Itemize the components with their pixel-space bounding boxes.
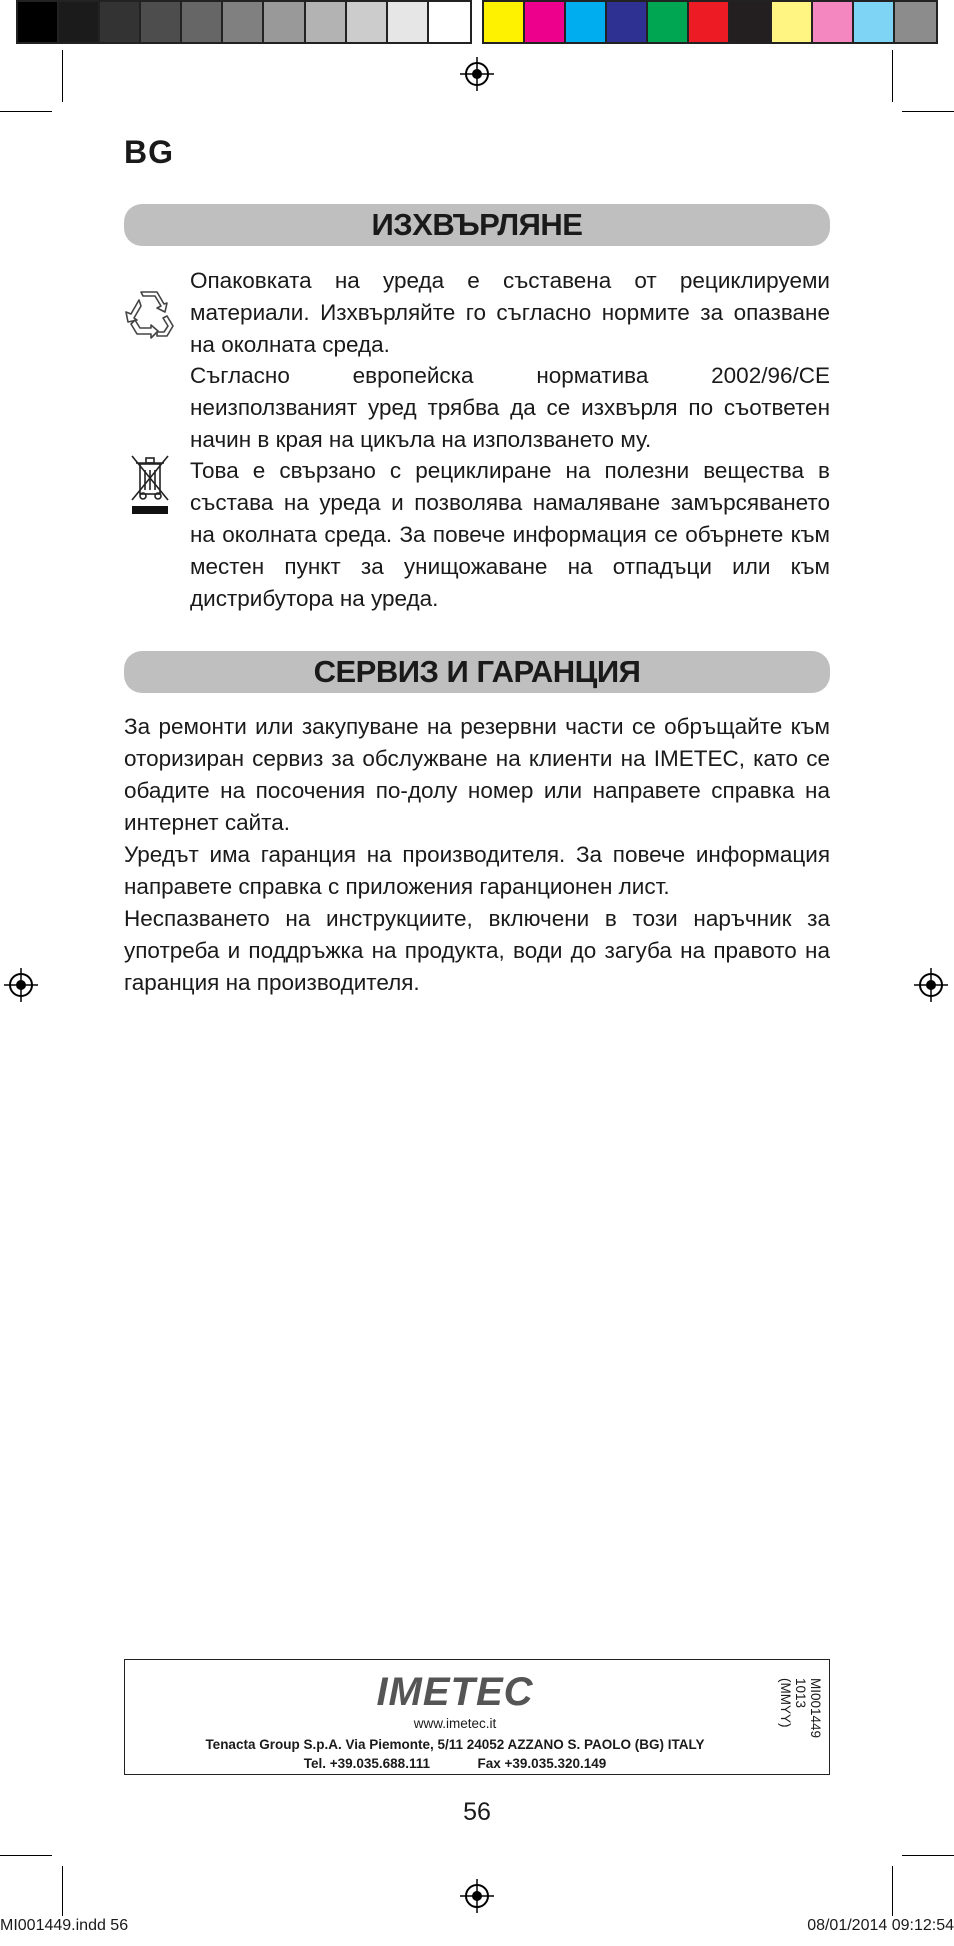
fax-number: Fax +39.035.320.149 bbox=[477, 1756, 607, 1771]
color-swatch bbox=[813, 2, 854, 42]
disposal-paragraph-3: Това е свързано с рециклиране на полезни вещества в състава на уреда и позволява намаляване замърсяването на околната среда. За повече информация се обърнете към местен пункт за унищожаване на отпадъци или към дистрибутора на уреда. bbox=[190, 458, 830, 611]
document-code-line-2: 1013 (MMYY) bbox=[778, 1678, 808, 1728]
gray-swatch bbox=[141, 2, 182, 42]
page-number: 56 bbox=[463, 1798, 491, 1826]
service-paragraph-1: За ремонти или закупуване на резервни части се обръщайте към оторизиран сервиз за обслужване на клиенти на IMETEC, като се обадите на посочения по-долу номер или направете справка на интернет сайта. bbox=[124, 714, 830, 835]
crop-mark bbox=[0, 1855, 52, 1856]
service-paragraph-2: Уредът има гаранция на производителя. За повече информация направете справка с приложения гаранционен лист. bbox=[124, 842, 830, 899]
disposal-paragraph-2: Съгласно европейска норматива 2002/96/CE неизползваният уред трябва да се изхвърля по съответен начин в края на цикъла на използването му. bbox=[190, 363, 830, 452]
disposal-heading: ИЗХВЪРЛЯНЕ bbox=[124, 204, 830, 246]
gray-calibration-strip bbox=[16, 0, 472, 44]
service-paragraph-3: Неспазването на инструкциите, включени в този наръчник за употреба и поддръжка на продукта, води до загуба на правото на гаранция на производителя. bbox=[124, 906, 830, 995]
color-swatch bbox=[566, 2, 607, 42]
date-slug: 08/01/2014 09:12:54 bbox=[807, 1917, 954, 1934]
color-swatch bbox=[730, 2, 771, 42]
crop-mark bbox=[902, 1855, 954, 1856]
language-code: BG bbox=[124, 134, 174, 170]
manufacturer-info-box bbox=[124, 1659, 830, 1775]
recycle-icon bbox=[123, 290, 175, 340]
gray-swatch bbox=[223, 2, 264, 42]
gray-swatch bbox=[264, 2, 305, 42]
service-heading: СЕРВИЗ И ГАРАНЦИЯ bbox=[124, 651, 830, 693]
company-address: Tenacta Group S.p.A. Via Piemonte, 5/11 24052 AZZANO S. PAOLO (BG) ITALY bbox=[205, 1737, 705, 1752]
registration-mark-icon bbox=[914, 968, 948, 1002]
crop-mark bbox=[62, 50, 63, 102]
gray-swatch bbox=[18, 2, 59, 42]
color-swatch bbox=[772, 2, 813, 42]
gray-swatch bbox=[306, 2, 347, 42]
color-swatch bbox=[484, 2, 525, 42]
color-swatch bbox=[648, 2, 689, 42]
crop-mark bbox=[892, 1866, 893, 1916]
telephone-number: Tel. +39.035.688.111 bbox=[303, 1756, 430, 1771]
crop-mark bbox=[62, 1866, 63, 1916]
website-text: www.imetec.it bbox=[413, 1716, 497, 1731]
color-swatch bbox=[525, 2, 566, 42]
color-swatch bbox=[895, 2, 936, 42]
crop-mark bbox=[902, 111, 954, 112]
gray-swatch bbox=[388, 2, 429, 42]
gray-swatch bbox=[347, 2, 388, 42]
gray-swatch bbox=[429, 2, 470, 42]
crop-mark bbox=[892, 50, 893, 102]
registration-mark-icon bbox=[460, 1879, 494, 1913]
registration-mark-icon bbox=[4, 968, 38, 1002]
document-code-line-1: MI001449 bbox=[808, 1678, 823, 1739]
imetec-logo: IMETEC bbox=[376, 1670, 534, 1714]
document-code bbox=[778, 1678, 823, 1760]
file-slug: MI001449.indd 56 bbox=[0, 1917, 129, 1934]
color-swatch bbox=[607, 2, 648, 42]
color-swatch bbox=[854, 2, 895, 42]
weee-crossed-bin-icon bbox=[128, 452, 172, 516]
color-swatch bbox=[689, 2, 730, 42]
contact-numbers bbox=[125, 1756, 785, 1771]
disposal-paragraph-1: Опаковката на уреда е съставена от рециклируеми материали. Изхвърляйте го съгласно нормите за опазване на околната среда. bbox=[190, 268, 830, 357]
gray-swatch bbox=[182, 2, 223, 42]
registration-mark-icon bbox=[460, 57, 494, 91]
gray-swatch bbox=[100, 2, 141, 42]
crop-mark bbox=[0, 111, 52, 112]
color-calibration-strip bbox=[482, 0, 938, 44]
gray-swatch bbox=[59, 2, 100, 42]
